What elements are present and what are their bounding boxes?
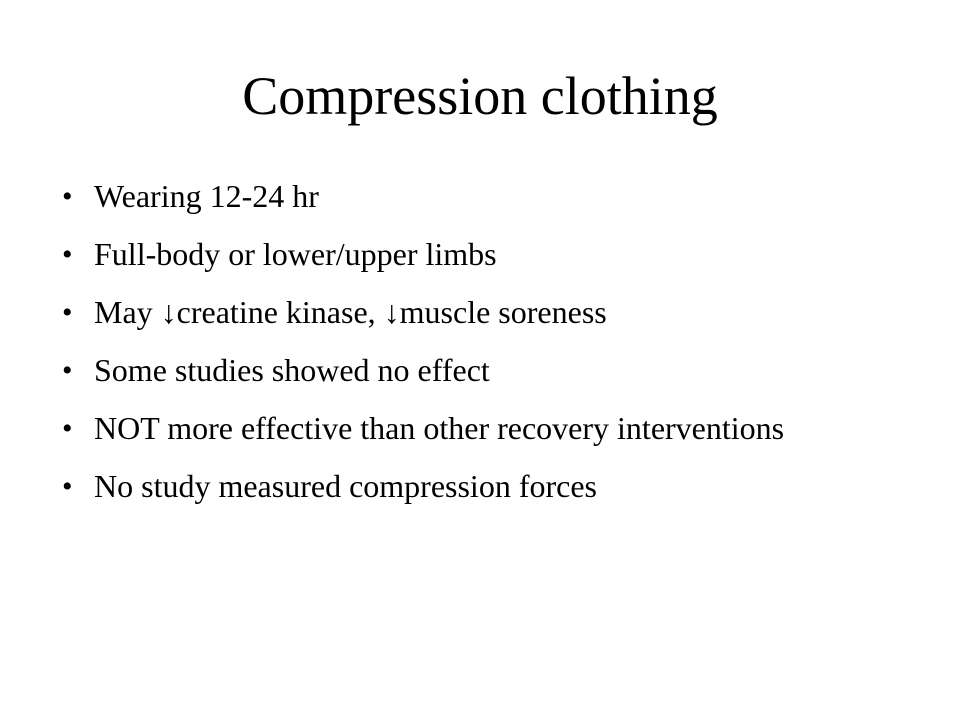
bullet-icon: •	[62, 180, 73, 213]
bullet-text: Some studies showed no effect	[94, 352, 490, 388]
bullet-text: NOT more effective than other recovery interventions	[94, 410, 785, 446]
bullet-icon: •	[62, 238, 73, 271]
bullet-icon: •	[62, 412, 73, 445]
bullet-item	[62, 468, 822, 505]
bullet-item	[62, 236, 822, 273]
bullet-text: Wearing 12-24 hr	[94, 178, 319, 214]
bullet-text: Full-body or lower/upper limbs	[94, 236, 497, 272]
bullet-list	[62, 178, 822, 526]
bullet-text: No study measured compression forces	[94, 468, 597, 504]
bullet-item	[62, 352, 822, 389]
bullet-icon: •	[62, 470, 73, 503]
bullet-icon: •	[62, 354, 73, 387]
slide-title: Compression clothing	[242, 66, 718, 126]
bullet-item	[62, 410, 822, 447]
bullet-item	[62, 294, 822, 331]
bullet-icon: •	[62, 296, 73, 329]
bullet-text: May ↓creatine kinase, ↓muscle soreness	[94, 294, 607, 330]
bullet-item	[62, 178, 822, 215]
